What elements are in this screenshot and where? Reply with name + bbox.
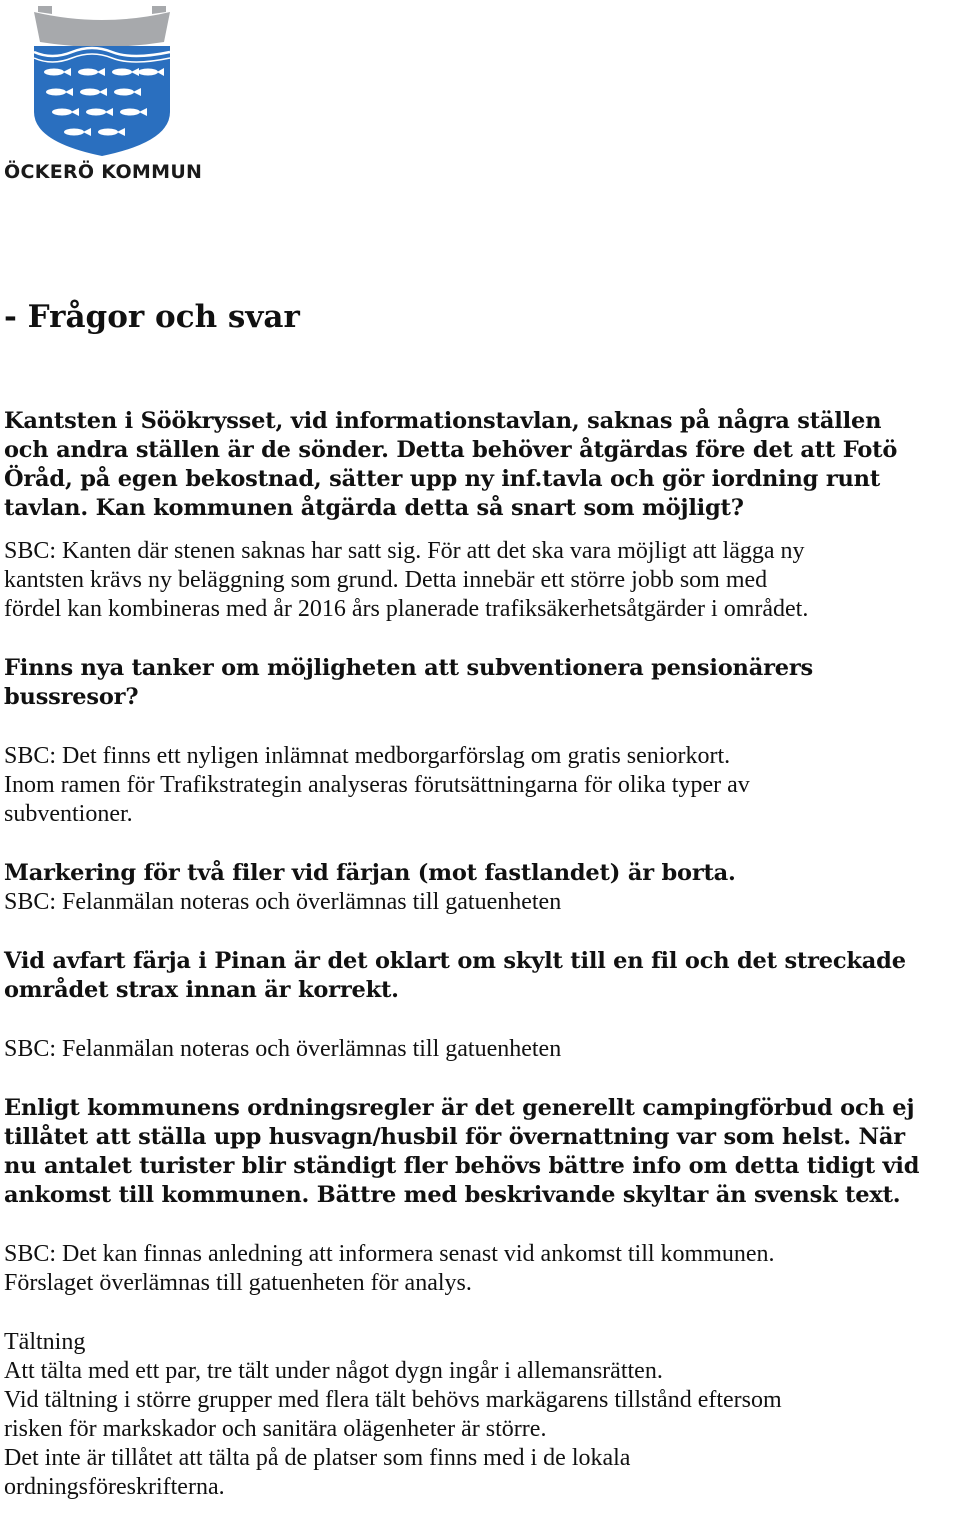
question-5: Enligt kommunens ordningsregler är det generellt campingförbud och ej tillåtet att ställa upp husvagn/husbil för övernattning var som helst. När nu antalet turister blir ständigt fler behövs bättre info om detta tidigt vid ankomst till kommunen. Bättre med beskrivande skyltar än svensk text. [4,1095,920,1208]
answer-2: SBC: Det finns ett nyligen inlämnat medborgarförslag om gratis seniorkort. Inom ramen för Trafikstrategin analyseras förutsättningarna för olika typer av subventioner. [4,743,750,827]
coat-of-arms-icon [32,2,172,156]
tent-section: Tältning Att tälta med ett par, tre tält under något dygn ingår i allemansrätten. Vid tältning i större grupper med flera tält behövs markägarens tillstånd eftersom risken för markskador och sanitära olägenheter är större. Det inte är tillåtet att tälta på de platser som finns med i de lokala ordningsföreskrifterna. [4,1328,958,1502]
tent-heading: Tältning [4,1329,86,1355]
answer-3: SBC: Felanmälan noteras och överlämnas till gatuenheten [4,889,562,915]
answer-1: SBC: Kanten där stenen saknas har satt sig. För att det ska vara möjligt att lägga ny kantsten krävs ny beläggning som grund. Detta innebär ett större jobb som med fördel kan kombineras med år 2016 års planerade trafiksäkerhetsåtgärder i området. [4,538,809,622]
question-2: Finns nya tanker om möjligheten att subventionera pensionärers bussresor? [4,655,813,710]
page-title: - Frågor och svar [4,299,300,335]
question-3: Markering för två filer vid färjan (mot fastlandet) är borta. [4,860,736,886]
qa-content [4,407,958,1502]
question-1: Kantsten i Söökrysset, vid informationstavlan, saknas på några ställen och andra ställen är de sönder. Detta behöver åtgärdas före det att Fotö Öråd, på egen bekostnad, sätter upp ny inf.tavla och gör iordning runt tavlan. Kan kommunen åtgärda detta så snart som möjligt? [4,408,898,521]
answer-4: SBC: Felanmälan noteras och överlämnas till gatuenheten [4,1036,562,1062]
question-4: Vid avfart färja i Pinan är det oklart om skylt till en fil och det streckade området strax innan är korrekt. [4,948,906,1003]
organization-name: ÖCKERÖ KOMMUN [4,161,203,183]
answer-5: SBC: Det kan finnas anledning att informera senast vid ankomst till kommunen. Förslaget överlämnas till gatuenheten för analys. [4,1241,775,1296]
